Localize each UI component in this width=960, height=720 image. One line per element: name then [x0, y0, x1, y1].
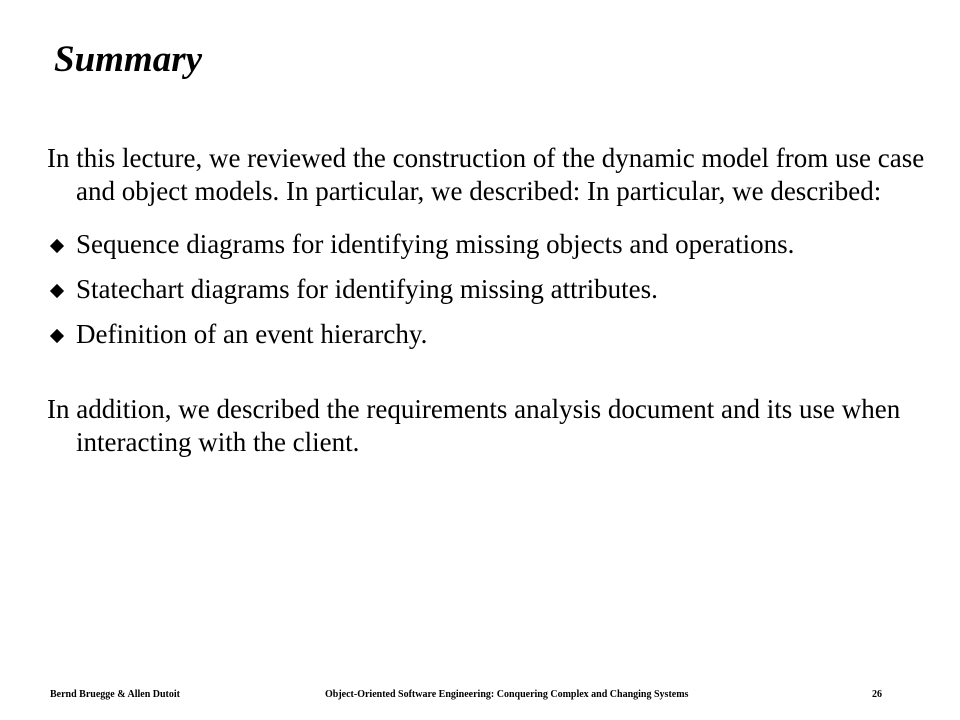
intro-paragraph: In this lecture, we reviewed the construction of the dynamic model from use case and object models. In particular, we described: In particular, we described:: [47, 143, 925, 206]
diamond-bullet-icon: [50, 239, 64, 253]
footer-book-title: Object-Oriented Software Engineering: Conquering Complex and Changing Systems: [325, 689, 689, 700]
bullet-list: [47, 228, 927, 351]
bullet-item: [47, 273, 927, 306]
footer-page-number: 26: [872, 689, 882, 700]
diamond-bullet-icon: [50, 284, 64, 298]
bullet-text: Sequence diagrams for identifying missing objects and operations.: [76, 229, 795, 259]
bullet-item: [47, 228, 927, 261]
bullet-text: Statechart diagrams for identifying missing attributes.: [76, 274, 658, 304]
slide-body: [47, 142, 927, 459]
bullet-text: Definition of an event hierarchy.: [76, 319, 428, 349]
footer-authors: Bernd Bruegge & Allen Dutoit: [50, 689, 180, 700]
diamond-bullet-icon: [50, 329, 64, 343]
bullet-item: [47, 318, 927, 351]
closing-paragraph: In addition, we described the requirements analysis document and its use when interacting with the client.: [47, 394, 901, 457]
slide-title: Summary: [54, 39, 203, 80]
